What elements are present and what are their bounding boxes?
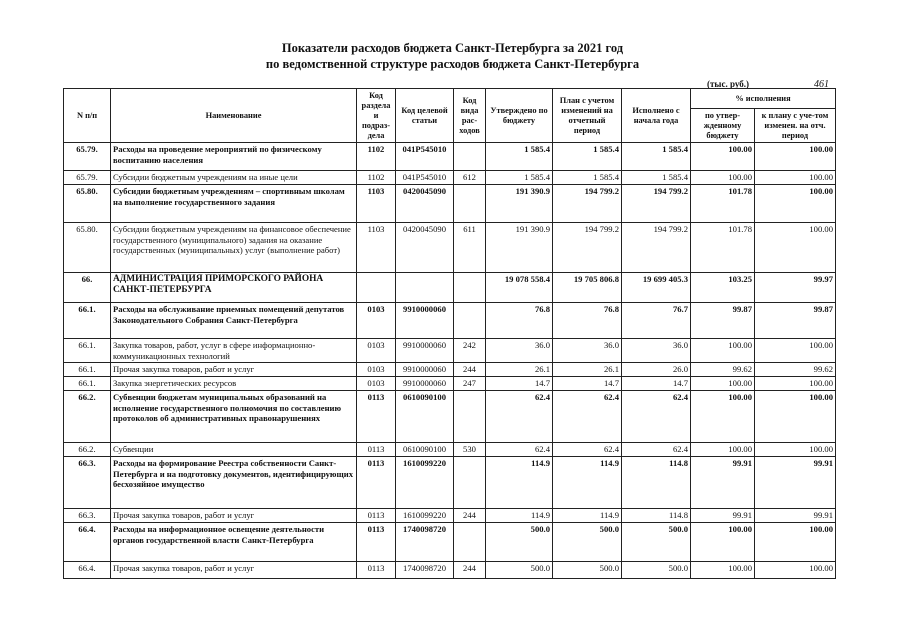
cell-plan: 114.9	[553, 457, 622, 509]
table-row	[64, 185, 836, 223]
cell-kind: 244	[454, 363, 486, 377]
header-name: Наименование	[111, 89, 357, 143]
cell-num: 66.3.	[64, 509, 111, 523]
cell-pct-approved: 99.91	[691, 457, 755, 509]
cell-approved: 76.8	[486, 303, 553, 339]
cell-num: 66.1.	[64, 377, 111, 391]
cell-name: Закупка энергетических ресурсов	[111, 377, 357, 391]
cell-kind: 611	[454, 223, 486, 273]
cell-executed: 194 799.2	[622, 223, 691, 273]
cell-section: 0113	[357, 523, 396, 562]
cell-target: 0420045090	[396, 223, 454, 273]
cell-executed: 114.8	[622, 509, 691, 523]
header-row-1	[64, 89, 836, 109]
cell-section: 0113	[357, 391, 396, 443]
cell-pct-plan: 99.62	[755, 363, 836, 377]
cell-section: 0113	[357, 562, 396, 579]
cell-approved: 500.0	[486, 523, 553, 562]
table-row	[64, 303, 836, 339]
cell-pct-approved: 99.87	[691, 303, 755, 339]
cell-target: 041P545010	[396, 143, 454, 171]
cell-name: АДМИНИСТРАЦИЯ ПРИМОРСКОГО РАЙОНА САНКТ-ПЕТЕРБУРГА	[111, 273, 357, 303]
cell-executed: 1 585.4	[622, 171, 691, 185]
header-kind: Код вида рас-ходов	[454, 89, 486, 143]
cell-pct-plan: 100.00	[755, 339, 836, 363]
cell-pct-approved: 100.00	[691, 339, 755, 363]
cell-pct-plan: 100.00	[755, 171, 836, 185]
cell-kind	[454, 273, 486, 303]
page-number: 461	[814, 79, 829, 90]
cell-plan: 62.4	[553, 443, 622, 457]
cell-section: 0103	[357, 377, 396, 391]
cell-pct-approved: 100.00	[691, 562, 755, 579]
cell-plan: 194 799.2	[553, 223, 622, 273]
cell-pct-approved: 101.78	[691, 185, 755, 223]
cell-section: 1102	[357, 171, 396, 185]
header-pct-plan: к плану с уче-том изменен. на отч. период	[755, 109, 836, 143]
cell-kind	[454, 457, 486, 509]
cell-pct-plan: 99.91	[755, 509, 836, 523]
cell-plan: 19 705 806.8	[553, 273, 622, 303]
cell-pct-approved: 103.25	[691, 273, 755, 303]
cell-plan: 62.4	[553, 391, 622, 443]
cell-kind	[454, 523, 486, 562]
cell-kind	[454, 303, 486, 339]
cell-pct-approved: 100.00	[691, 377, 755, 391]
cell-num: 66.4.	[64, 523, 111, 562]
cell-pct-plan: 100.00	[755, 377, 836, 391]
cell-approved: 114.9	[486, 509, 553, 523]
cell-name: Субсидии бюджетным учреждениям на иные цели	[111, 171, 357, 185]
header-plan: План с учетом изменений на отчетный период	[553, 89, 622, 143]
cell-name: Субвенции	[111, 443, 357, 457]
cell-target: 9910000060	[396, 363, 454, 377]
cell-approved: 1 585.4	[486, 143, 553, 171]
header-percent-group: % исполнения	[691, 89, 836, 109]
cell-section: 1103	[357, 185, 396, 223]
cell-plan: 36.0	[553, 339, 622, 363]
cell-plan: 114.9	[553, 509, 622, 523]
cell-pct-plan: 100.00	[755, 143, 836, 171]
cell-num: 65.80.	[64, 223, 111, 273]
title-line-1: Показатели расходов бюджета Санкт-Петербурга за 2021 год	[281, 41, 624, 55]
cell-section: 0103	[357, 363, 396, 377]
cell-target: 9910000060	[396, 339, 454, 363]
cell-section: 0103	[357, 339, 396, 363]
cell-pct-plan: 100.00	[755, 443, 836, 457]
budget-table	[63, 88, 836, 579]
cell-plan: 500.0	[553, 562, 622, 579]
cell-pct-plan: 99.91	[755, 457, 836, 509]
cell-kind	[454, 185, 486, 223]
cell-executed: 19 699 405.3	[622, 273, 691, 303]
cell-approved: 36.0	[486, 339, 553, 363]
cell-target: 0610090100	[396, 391, 454, 443]
table-row	[64, 562, 836, 579]
cell-name: Прочая закупка товаров, работ и услуг	[111, 509, 357, 523]
cell-name: Расходы на формирование Реестра собственности Санкт-Петербурга и на подготовку документов, идентифицирующих бесхозяйное имущество	[111, 457, 357, 509]
cell-pct-plan: 100.00	[755, 223, 836, 273]
table-row	[64, 523, 836, 562]
table-row	[64, 273, 836, 303]
cell-executed: 500.0	[622, 562, 691, 579]
cell-num: 66.2.	[64, 391, 111, 443]
cell-approved: 191 390.9	[486, 185, 553, 223]
table-row	[64, 363, 836, 377]
cell-kind	[454, 391, 486, 443]
cell-approved: 19 078 558.4	[486, 273, 553, 303]
cell-name: Субсидии бюджетным учреждениям на финансовое обеспечение государственного (муниципального) задания на оказание государственных (муниципальных) услуг (выполнение работ)	[111, 223, 357, 273]
cell-section: 0113	[357, 443, 396, 457]
cell-target: 1740098720	[396, 562, 454, 579]
cell-section: 1103	[357, 223, 396, 273]
cell-target: 1610099220	[396, 457, 454, 509]
table-row	[64, 223, 836, 273]
header-section: Код раздела и подраз-дела	[357, 89, 396, 143]
cell-name: Расходы на обслуживание приемных помещений депутатов Законодательного Собрания Санкт-Петербурга	[111, 303, 357, 339]
document-title	[0, 40, 905, 72]
cell-executed: 62.4	[622, 391, 691, 443]
header-approved: Утверждено по бюджету	[486, 89, 553, 143]
cell-kind: 244	[454, 509, 486, 523]
cell-pct-plan: 100.00	[755, 562, 836, 579]
table-row	[64, 171, 836, 185]
cell-kind: 247	[454, 377, 486, 391]
cell-num: 66.4.	[64, 562, 111, 579]
cell-name: Расходы на информационное освещение деятельности органов государственной власти Санкт-Петербурга	[111, 523, 357, 562]
cell-kind: 612	[454, 171, 486, 185]
cell-name: Прочая закупка товаров, работ и услуг	[111, 562, 357, 579]
table-body	[64, 143, 836, 579]
cell-name: Субсидии бюджетным учреждениям – спортивным школам на выполнение государственного задания	[111, 185, 357, 223]
header-num: N п/п	[64, 89, 111, 143]
cell-section: 0113	[357, 509, 396, 523]
cell-target: 9910000060	[396, 303, 454, 339]
cell-plan: 1 585.4	[553, 143, 622, 171]
cell-approved: 14.7	[486, 377, 553, 391]
cell-pct-approved: 100.00	[691, 171, 755, 185]
cell-num: 66.2.	[64, 443, 111, 457]
cell-section: 0113	[357, 457, 396, 509]
cell-kind: 244	[454, 562, 486, 579]
cell-approved: 114.9	[486, 457, 553, 509]
header-executed: Исполнено с начала года	[622, 89, 691, 143]
cell-name: Прочая закупка товаров, работ и услуг	[111, 363, 357, 377]
cell-section	[357, 273, 396, 303]
header-pct-approved: по утвер-жденному бюджету	[691, 109, 755, 143]
cell-plan: 26.1	[553, 363, 622, 377]
cell-kind: 530	[454, 443, 486, 457]
cell-executed: 26.0	[622, 363, 691, 377]
title-line-2: по ведомственной структуре расходов бюджета Санкт-Петербурга	[265, 57, 640, 71]
table-row	[64, 443, 836, 457]
cell-plan: 1 585.4	[553, 171, 622, 185]
cell-plan: 76.8	[553, 303, 622, 339]
cell-num: 66.1.	[64, 363, 111, 377]
cell-num: 65.80.	[64, 185, 111, 223]
cell-target: 0420045090	[396, 185, 454, 223]
cell-name: Расходы на проведение мероприятий по физическому воспитанию населения	[111, 143, 357, 171]
cell-executed: 1 585.4	[622, 143, 691, 171]
cell-executed: 194 799.2	[622, 185, 691, 223]
cell-target	[396, 273, 454, 303]
header-target: Код целевой статьи	[396, 89, 454, 143]
cell-pct-approved: 100.00	[691, 443, 755, 457]
cell-executed: 14.7	[622, 377, 691, 391]
cell-name: Закупка товаров, работ, услуг в сфере информационно-коммуникационных технологий	[111, 339, 357, 363]
cell-approved: 500.0	[486, 562, 553, 579]
cell-plan: 194 799.2	[553, 185, 622, 223]
cell-target: 1610099220	[396, 509, 454, 523]
cell-executed: 36.0	[622, 339, 691, 363]
cell-executed: 114.8	[622, 457, 691, 509]
cell-pct-approved: 101.78	[691, 223, 755, 273]
cell-pct-approved: 99.62	[691, 363, 755, 377]
cell-executed: 500.0	[622, 523, 691, 562]
cell-pct-approved: 99.91	[691, 509, 755, 523]
cell-num: 66.	[64, 273, 111, 303]
cell-target: 0610090100	[396, 443, 454, 457]
cell-pct-plan: 100.00	[755, 523, 836, 562]
cell-section: 0103	[357, 303, 396, 339]
cell-plan: 14.7	[553, 377, 622, 391]
cell-kind	[454, 143, 486, 171]
cell-num: 65.79.	[64, 171, 111, 185]
cell-approved: 1 585.4	[486, 171, 553, 185]
cell-num: 66.3.	[64, 457, 111, 509]
cell-approved: 62.4	[486, 391, 553, 443]
cell-section: 1102	[357, 143, 396, 171]
cell-num: 65.79.	[64, 143, 111, 171]
units-label: (тыс. руб.)	[707, 79, 749, 89]
cell-approved: 26.1	[486, 363, 553, 377]
table-row	[64, 143, 836, 171]
cell-pct-approved: 100.00	[691, 143, 755, 171]
cell-executed: 76.7	[622, 303, 691, 339]
table-row	[64, 457, 836, 509]
cell-pct-plan: 99.87	[755, 303, 836, 339]
cell-name: Субвенции бюджетам муниципальных образований на исполнение государственного полномочия по составлению протоколов об административных правонарушениях	[111, 391, 357, 443]
cell-executed: 62.4	[622, 443, 691, 457]
table-row	[64, 377, 836, 391]
cell-pct-plan: 100.00	[755, 391, 836, 443]
cell-approved: 191 390.9	[486, 223, 553, 273]
cell-approved: 62.4	[486, 443, 553, 457]
cell-pct-plan: 100.00	[755, 185, 836, 223]
cell-kind: 242	[454, 339, 486, 363]
cell-pct-approved: 100.00	[691, 523, 755, 562]
table-row	[64, 339, 836, 363]
cell-target: 1740098720	[396, 523, 454, 562]
cell-pct-approved: 100.00	[691, 391, 755, 443]
cell-target: 041P545010	[396, 171, 454, 185]
cell-target: 9910000060	[396, 377, 454, 391]
cell-plan: 500.0	[553, 523, 622, 562]
cell-num: 66.1.	[64, 303, 111, 339]
table-row	[64, 509, 836, 523]
cell-pct-plan: 99.97	[755, 273, 836, 303]
cell-num: 66.1.	[64, 339, 111, 363]
table-row	[64, 391, 836, 443]
